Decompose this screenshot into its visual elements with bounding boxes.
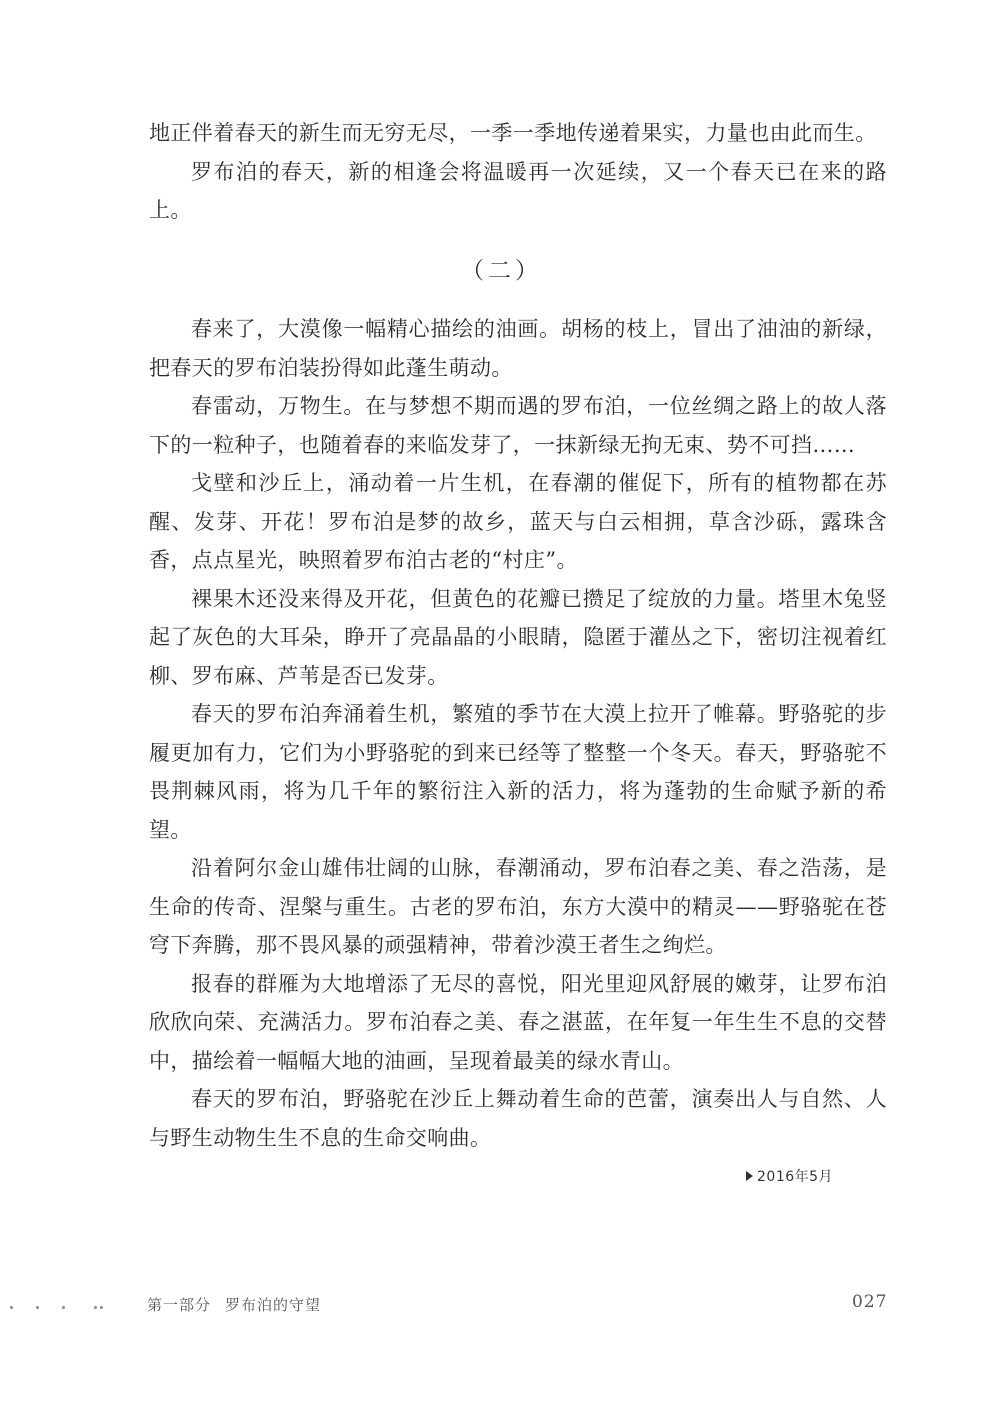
paragraph-continued: 地正伴着春天的新生而无穷无尽，一季一季地传递着果实，力量也由此而生。	[149, 121, 877, 145]
page-number: 027	[852, 1292, 888, 1312]
paragraph: 春雷动，万物生。在与梦想不期而遇的罗布泊，一位丝绸之路上的故人落下的一粒种子，也随着春的来临发芽了，一抹新绿无拘无束、势不可挡……	[149, 394, 887, 457]
paragraph: 罗布泊的春天，新的相逢会将温暖再一次延续，又一个春天已在来的路上。	[149, 159, 887, 222]
continued-text	[149, 114, 887, 230]
date-text: 2016年5月	[757, 1169, 834, 1185]
date-line	[746, 1166, 833, 1186]
running-footer	[147, 1294, 321, 1315]
footer-part: 第一部分	[147, 1296, 212, 1314]
decorative-dots-icon	[10, 1294, 130, 1314]
paragraph: 报春的群雁为大地增添了无尽的喜悦，阳光里迎风舒展的嫩芽，让罗布泊欣欣向荣、充满活力。罗布泊春之美、春之湛蓝，在年复一年生生不息的交替中，描绘着一幅幅大地的油画，呈现着最美的绿水青山。	[149, 971, 887, 1073]
page-footer	[0, 1294, 1003, 1318]
paragraph: 春来了，大漠像一幅精心描绘的油画。胡杨的枝上，冒出了油油的新绿，把春天的罗布泊装扮得如此蓬生萌动。	[149, 317, 887, 380]
paragraph: 春天的罗布泊，野骆驼在沙丘上舞动着生命的芭蕾，演奏出人与自然、人与野生动物生生不息的生命交响曲。	[149, 1087, 887, 1150]
footer-title: 罗布泊的守望	[225, 1296, 322, 1314]
paragraph: 沿着阿尔金山雄伟壮阔的山脉，春潮涌动，罗布泊春之美、春之浩荡，是生命的传奇、涅槃与重生。古老的罗布泊，东方大漠中的精灵——野骆驼在苍穹下奔腾，那不畏风暴的顽强精神，带着沙漠王者生之绚烂。	[149, 856, 887, 957]
paragraph: 春天的罗布泊奔涌着生机，繁殖的季节在大漠上拉开了帷幕。野骆驼的步履更加有力，它们为小野骆驼的到来已经等了整整一个冬天。春天，野骆驼不畏荆棘风雨，将为几千年的繁衍注入新的活力，将为蓬勃的生命赋予新的希望。	[149, 702, 887, 842]
section-heading: （二）	[461, 258, 542, 284]
triangle-right-icon	[746, 1171, 753, 1181]
paragraph: 戈壁和沙丘上，涌动着一片生机，在春潮的催促下，所有的植物都在苏醒、发芽、开花！罗布泊是梦的故乡，蓝天与白云相拥，草含沙砾，露珠含香，点点星光，映照着罗布泊古老的“村庄”。	[149, 471, 887, 572]
paragraph: 裸果木还没来得及开花，但黄色的花瓣已攒足了绽放的力量。塔里木兔竖起了灰色的大耳朵，睁开了亮晶晶的小眼睛，隐匿于灌丛之下，密切注视着红柳、罗布麻、芦苇是否已发芽。	[149, 586, 887, 688]
section-body	[149, 310, 887, 1157]
